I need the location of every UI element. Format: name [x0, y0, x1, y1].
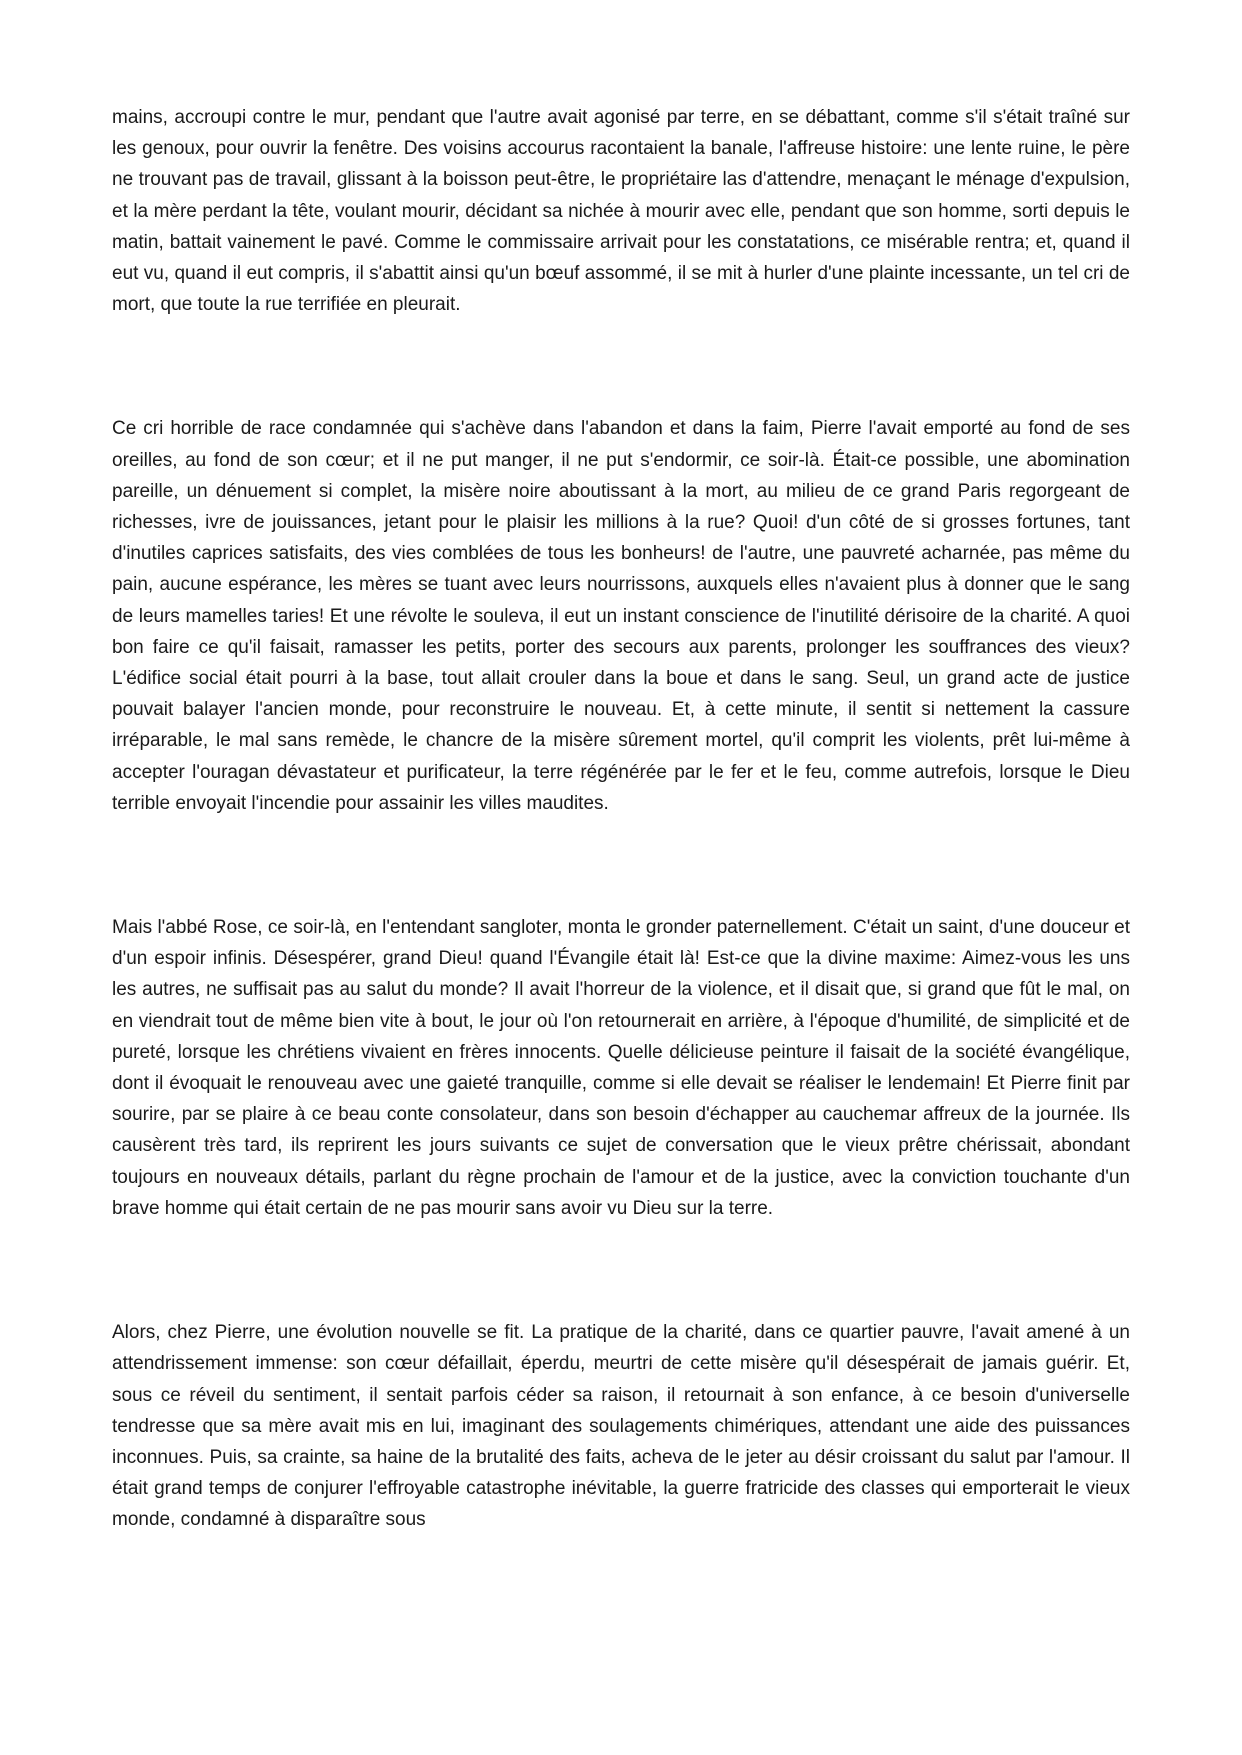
paragraph-4: Alors, chez Pierre, une évolution nouvelle se fit. La pratique de la charité, dans ce quartier pauvre, l'avait amené à un attendrissement immense: son cœur défaillait, éperdu, meurtri de cette misère qu'il désespérait de jamais guérir. Et, sous ce réveil du sentiment, il sentait parfois céder sa raison, il retournait à son enfance, à ce besoin d'universelle tendresse que sa mère avait mis en lui, imaginant des soulagements chimériques, attendant une aide des puissances inconnues. Puis, sa crainte, sa haine de la brutalité des faits, acheva de le jeter au désir croissant du salut par l'amour. Il était grand temps de conjurer l'effroyable catastrophe inévitable, la guerre fratricide des classes qui emporterait le vieux monde, condamné à disparaître sous	[112, 1322, 1130, 1531]
document-page	[112, 102, 1130, 1536]
paragraph-2: Ce cri horrible de race condamnée qui s'achève dans l'abandon et dans la faim, Pierre l'avait emporté au fond de ses oreilles, au fond de son cœur; et il ne put manger, il ne put s'endormir, ce soir-là. Était-ce possible, une abomination pareille, un dénuement si complet, la misère noire aboutissant à la mort, au milieu de ce grand Paris regorgeant de richesses, ivre de jouissances, jetant pour le plaisir les millions à la rue? Quoi! d'un côté de si grosses fortunes, tant d'inutiles caprices satisfaits, des vies comblées de tous les bonheurs! de l'autre, une pauvreté acharnée, pas même du pain, aucune espérance, les mères se tuant avec leurs nourrissons, auxquels elles n'avaient plus à donner que le sang de leurs mamelles taries! Et une révolte le souleva, il eut un instant conscience de l'inutilité dérisoire de la charité. A quoi bon faire ce qu'il faisait, ramasser les petits, porter des secours aux parents, prolonger les souffrances des vieux? L'édifice social était pourri à la base, tout allait crouler dans la boue et dans le sang. Seul, un grand acte de justice pouvait balayer l'ancien monde, pour reconstruire le nouveau. Et, à cette minute, il sentit si nettement la cassure irréparable, le mal sans remède, le chancre de la misère sûrement mortel, qu'il comprit les violents, prêt lui-même à accepter l'ouragan dévastateur et purificateur, la terre régénérée par le fer et le feu, comme autrefois, lorsque le Dieu terrible envoyait l'incendie pour assainir les villes maudites.	[112, 418, 1130, 814]
paragraph-3: Mais l'abbé Rose, ce soir-là, en l'entendant sangloter, monta le gronder paternellement. C'était un saint, d'une douceur et d'un espoir infinis. Désespérer, grand Dieu! quand l'Évangile était là! Est-ce que la divine maxime: Aimez-vous les uns les autres, ne suffisait pas au salut du monde? Il avait l'horreur de la violence, et il disait que, si grand que fût le mal, on en viendrait tout de même bien vite à bout, le jour où l'on retournerait en arrière, à l'époque d'humilité, de simplicité et de pureté, lorsque les chrétiens vivaient en frères innocents. Quelle délicieuse peinture il faisait de la société évangélique, dont il évoquait le renouveau avec une gaieté tranquille, comme si elle devait se réaliser le lendemain! Et Pierre finit par sourire, par se plaire à ce beau conte consolateur, dans son besoin d'échapper au cauchemar affreux de la journée. Ils causèrent très tard, ils reprirent les jours suivants ce sujet de conversation que le vieux prêtre chérissait, abondant toujours en nouveaux détails, parlant du règne prochain de l'amour et de la justice, avec la conviction touchante d'un brave homme qui était certain de ne pas mourir sans avoir vu Dieu sur la terre.	[112, 917, 1130, 1219]
paragraph-1: mains, accroupi contre le mur, pendant que l'autre avait agonisé par terre, en se débattant, comme s'il s'était traîné sur les genoux, pour ouvrir la fenêtre. Des voisins accourus racontaient la banale, l'affreuse histoire: une lente ruine, le père ne trouvant pas de travail, glissant à la boisson peut-être, le propriétaire las d'attendre, menaçant le ménage d'expulsion, et la mère perdant la tête, voulant mourir, décidant sa nichée à mourir avec elle, pendant que son homme, sorti depuis le matin, battait vainement le pavé. Comme le commissaire arrivait pour les constatations, ce misérable rentra; et, quand il eut vu, quand il eut compris, il s'abattit ainsi qu'un bœuf assommé, il se mit à hurler d'une plainte incessante, un tel cri de mort, que toute la rue terrifiée en pleurait.	[112, 107, 1130, 316]
